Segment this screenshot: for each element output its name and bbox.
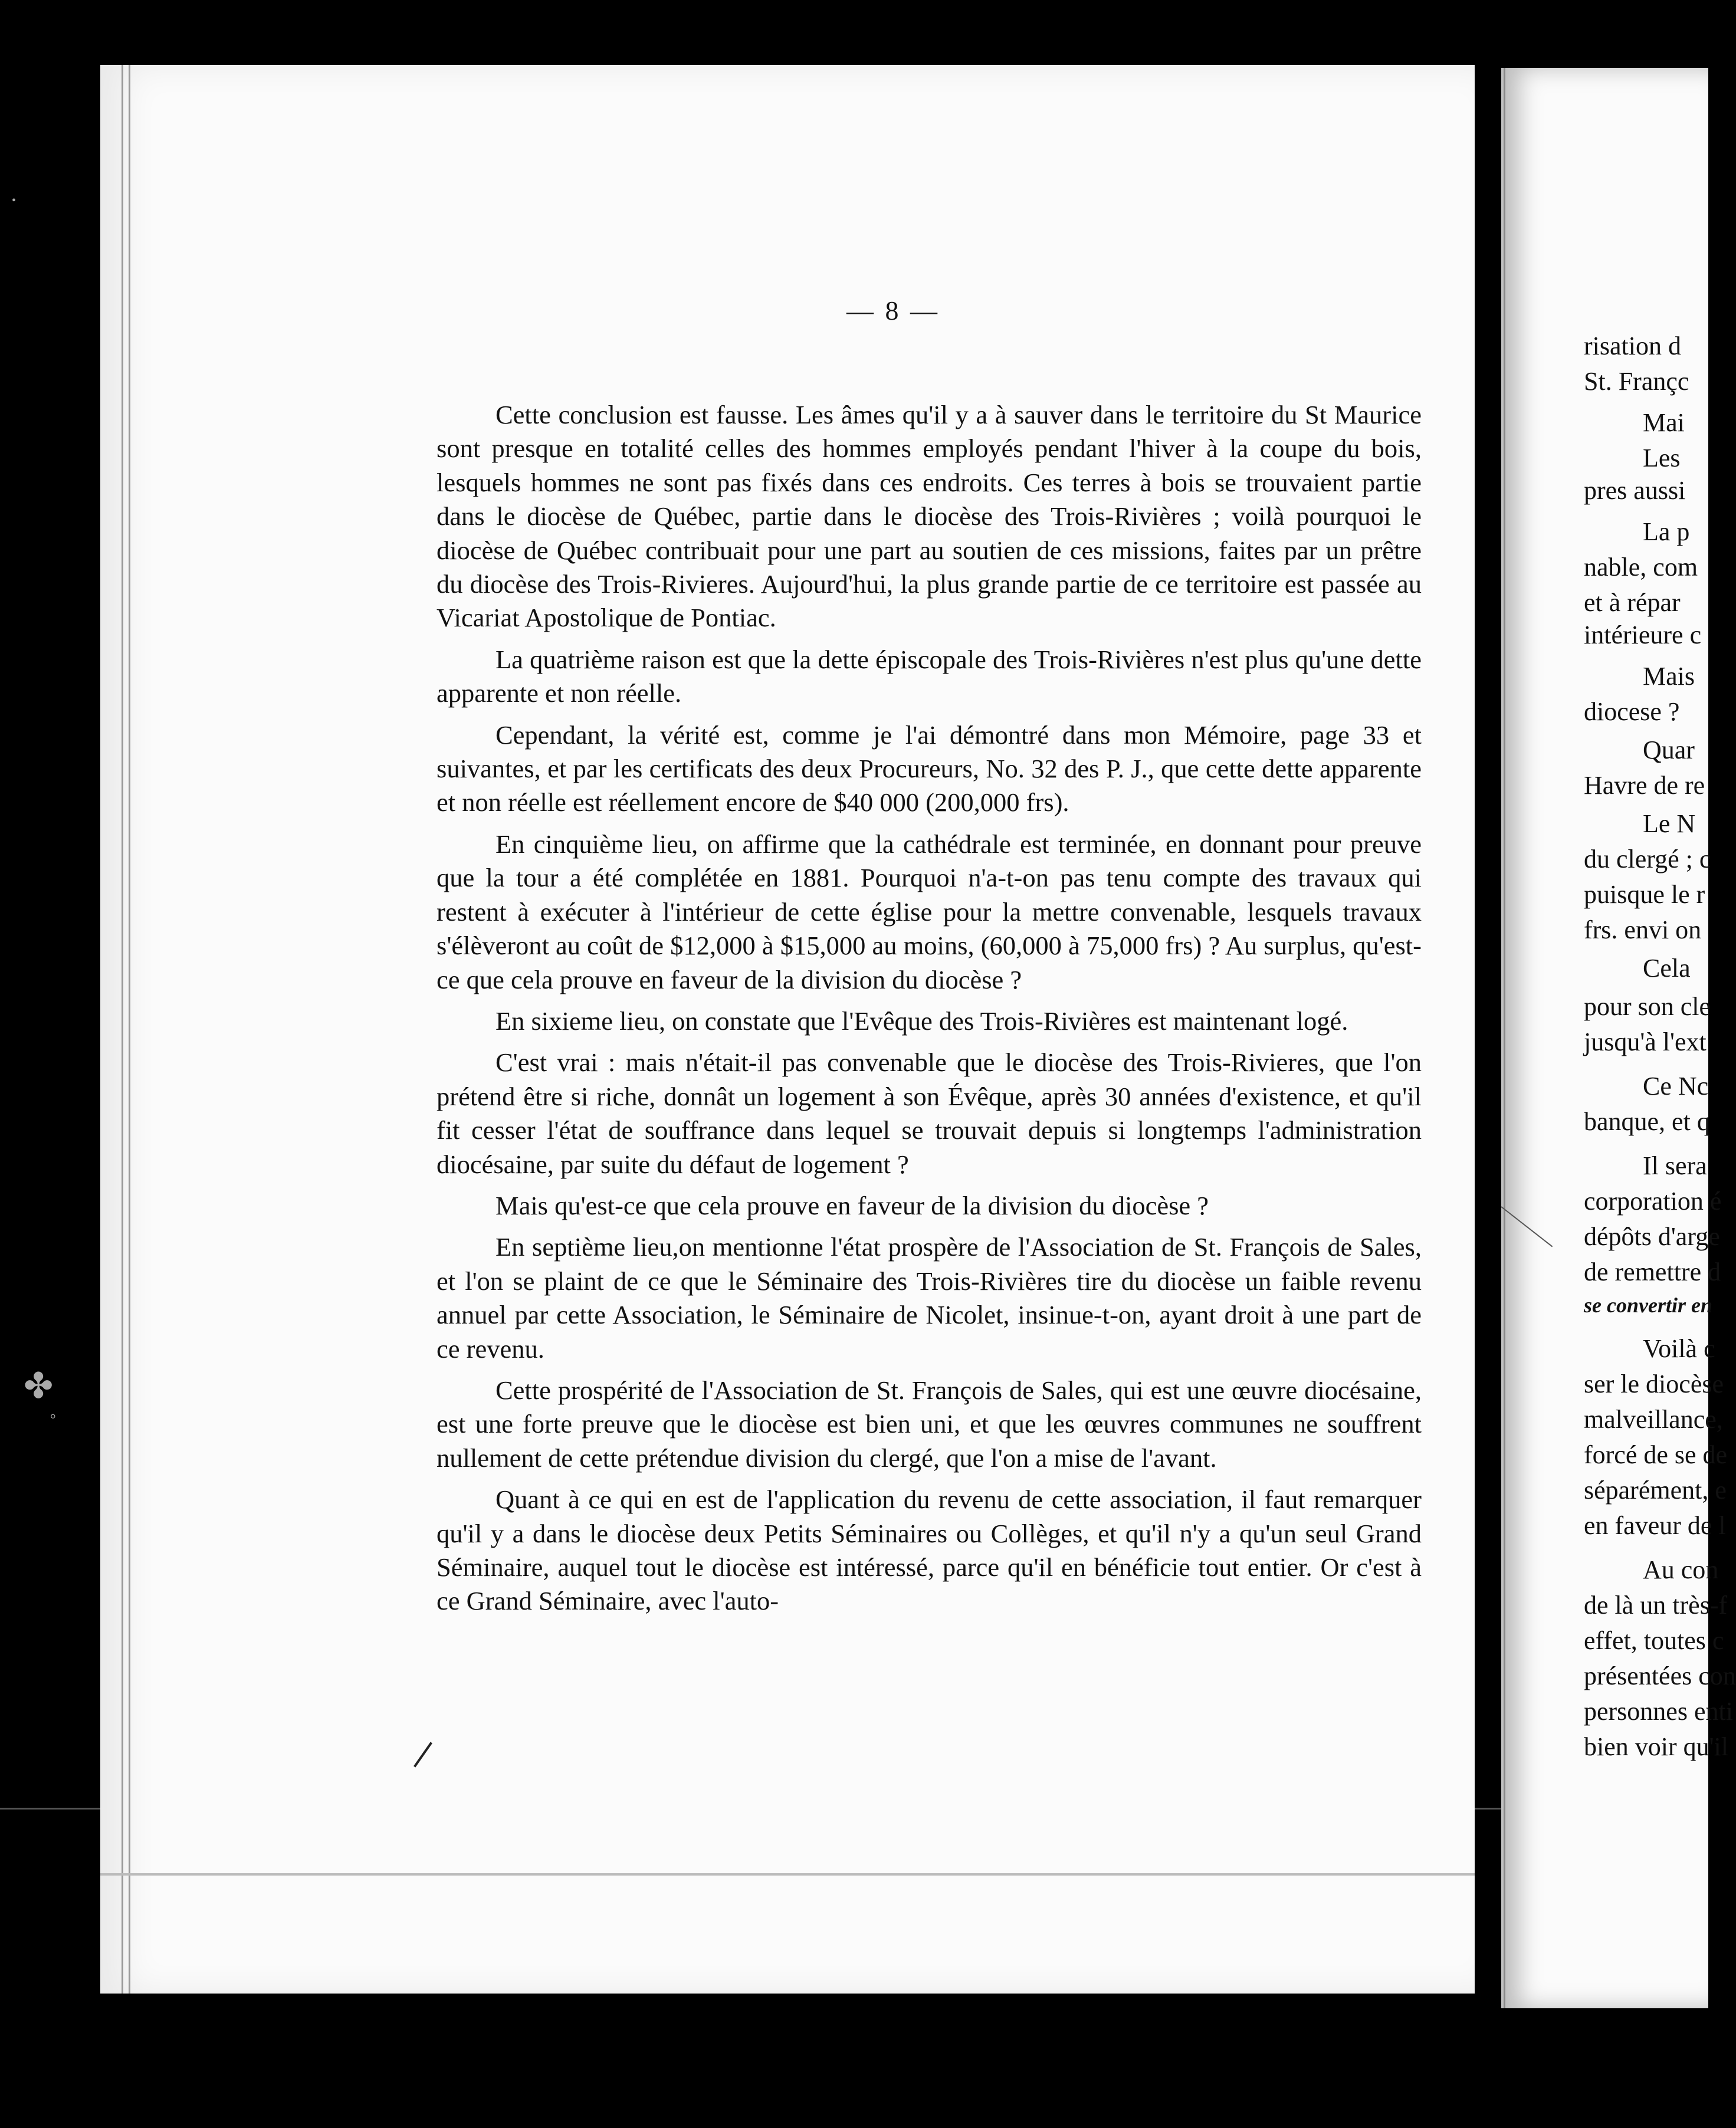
scan-speck: ° [50,1412,56,1427]
right-text-fragment: Cela [1643,954,1691,983]
right-text-fragment: présentées con [1584,1661,1736,1690]
right-text-fragment: intérieure c [1584,620,1702,649]
right-text-fragment: Havre de re [1584,771,1705,800]
paragraph: Cette prospérité de l'Association de St. François de Sales, qui est une œuvre diocésaine, est une forte preuve que le diocèse est bien uni, et que les œuvres communes ne souffrent nullement de cette prétendue division du clergé, que l'on a mise de l'avant. [437,1375,1422,1473]
paragraph: Cette conclusion est fausse. Les âmes qu'il y a à sauver dans le territoire du St Maurice sont presque en totalité celles des hommes employés pendant l'hiver à la coupe du bois, lesquels hommes ne sont pas fixés dans ces endroits. Ces terres à bois se trouvaient partie dans le diocèse de Québec, partie dans le diocèse des Trois-Rivières ; voilà pourquoi le diocèse de Québec contribuait pour une part au soutien de ces missions, faites par un prêtre du diocèse des Trois-Rivieres. Aujourd'hui, la plus grande partie de ce territoire est passée au Vicariat Apostolique de Pontiac. [437,400,1422,633]
right-text-fragment: La p [1643,517,1690,546]
right-text-fragment: de là un très-f [1584,1591,1728,1620]
right-text-fragment: personnes enti [1584,1697,1733,1726]
right-text-fragment: Mai [1643,408,1685,437]
right-text-fragment: diocese ? [1584,697,1680,726]
right-text-fragment: séparément, e [1584,1476,1727,1505]
paragraph: En cinquième lieu, on affirme que la cathédrale est terminée, en donnant pour preuve que la tour a été complétée en 1881. Pourquoi n'a-t-on pas tenu compte des travaux qui restent à exécuter à l'intérieur de cette église pour la mettre convenable, lesquels travaux s'élèveront au coût de $12,000 à $15,000 au moins, (60,000 à 75,000 frs) ? Au surplus, qu'est-ce que cela prouve en faveur de la division du diocèse ? [437,829,1422,994]
right-text-fragment: corporation é [1584,1187,1722,1216]
page-number: — 8 — [846,295,940,326]
right-text-fragment: Quar [1643,735,1695,764]
right-text-fragment: pour son cle [1584,992,1711,1021]
right-text-fragment: banque, et q [1584,1107,1710,1136]
pen-mark [414,1742,432,1767]
right-text-fragment: frs. envi on [1584,915,1702,944]
paragraph: Cependant, la vérité est, comme je l'ai démontré dans mon Mémoire, page 33 et suivantes, et par les certificats des deux Procureurs, No. 32 des P. J., que cette dette apparente et non réelle est réellement encore de $40 000 (200,000 frs). [437,720,1422,817]
right-text-fragment: pres aussi [1584,476,1686,505]
page-edge [129,65,130,1994]
paragraph: En septième lieu,on mentionne l'état prospère de l'Association de St. François de Sales, et l'on se plaint de ce que le Séminaire des Trois-Rivières tire du diocèse un faible revenu annuel par cette Association, le Séminaire de Nicolet, insinue-t-on, ayant droit à une part de ce revenu. [437,1232,1422,1364]
page-bottom-edge [100,1873,1475,1876]
paragraph: C'est vrai : mais n'était-il pas convenable que le diocèse des Trois-Rivieres, que l'on prétend être si riche, donnât un logement à son Évêque, après 30 années d'existence, et qu'il fit cesser l'état de souffrance dans lequel se trouvait depuis si longtemps l'administration diocésaine, par suite du défaut de logement ? [437,1047,1422,1179]
right-text-fragment: risation d [1584,331,1681,360]
right-text-fragment: Au con [1643,1555,1719,1584]
margin-mark [1501,1206,1553,1247]
right-text-fragment: et à répar [1584,588,1681,617]
page-edge [122,65,123,1994]
scan-speck: ✤ [24,1367,54,1405]
page-edge [1504,68,1505,2008]
right-text-fragment: St. Françc [1584,367,1689,396]
paragraph: Mais qu'est-ce que cela prouve en faveur de la division du diocèse ? [495,1190,1209,1220]
text-column [437,398,1422,1626]
scan-speck: • [12,194,17,207]
right-text-fragment: effet, toutes c [1584,1626,1724,1655]
right-text-fragment: malveillance, [1584,1405,1723,1434]
right-text-fragment: se convertir en [1584,1293,1712,1317]
right-text-fragment: ser le diocèse [1584,1370,1724,1398]
right-text-fragment: dépôts d'arge [1584,1222,1720,1251]
paragraph: La quatrième raison est que la dette épiscopale des Trois-Rivières n'est plus qu'une dette apparente et non réelle. [437,644,1422,708]
right-text-fragment: en faveur de l [1584,1511,1726,1540]
right-text-fragment: Ce Nc [1643,1072,1709,1101]
right-text-fragment: Voilà c [1643,1334,1715,1363]
right-text-fragment: Mais [1643,662,1695,691]
paragraph: En sixieme lieu, on constate que l'Evêque des Trois-Rivières est maintenant logé. [495,1006,1348,1036]
right-page [1501,68,1736,2008]
right-text-fragment: jusqu'à l'ext [1584,1027,1707,1056]
right-text-fragment: de remettre d [1584,1257,1721,1286]
right-text-fragment: Le N [1643,809,1696,838]
right-text-fragment: puisque le r [1584,880,1705,909]
right-text-fragment: Les [1643,444,1681,472]
right-text-fragment: nable, com [1584,553,1698,582]
left-page [100,65,1475,1994]
right-text-fragment: forcé de se de [1584,1440,1728,1469]
paragraph: Quant à ce qui en est de l'application du revenu de cette association, il faut remarquer qu'il y a dans le diocèse deux Petits Séminaires ou Collèges, et qu'il n'y a qu'un seul Grand Séminaire, auquel tout le diocèse est intéressé, parce qu'il en bénéficie tout entier. Or c'est à ce Grand Séminaire, avec l'auto- [437,1485,1422,1616]
right-text-fragment: bien voir qu'il [1584,1732,1729,1761]
right-text-fragment: Il sera [1643,1151,1707,1180]
right-text-fragment: du clergé ; c [1584,845,1711,873]
